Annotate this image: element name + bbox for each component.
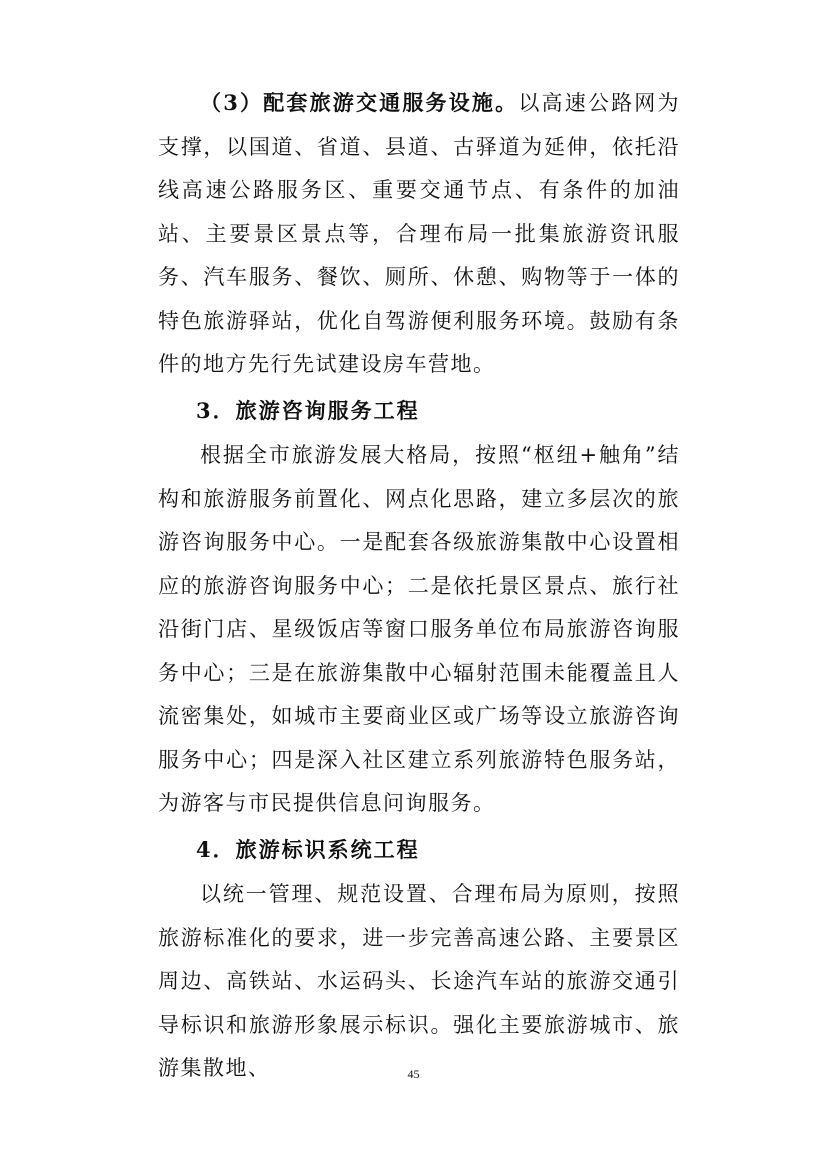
section-heading-4: 4．旅游标识系统工程 [196,836,420,862]
document-body [158,81,680,1091]
paragraph-lead: （3）配套旅游交通服务设施。 [200,90,519,115]
paragraph-text: 以高速公路网为支撑，以国道、省道、县道、古驿道为延伸，依托沿线高速公路服务区、重要交通节点、有条件的加油站、主要景区景点等，合理布局一批集旅游资讯服务、汽车服务、餐饮、厕所、休憩、购物等于一体的特色旅游驿站，优化自驾游便利服务环境。鼓励有条件的地方先行先试建设房车营地。 [158,91,680,376]
section-heading-3: 3．旅游咨询服务工程 [196,397,420,423]
paragraph-transport-facilities [158,81,680,387]
page-number: 45 [407,1067,420,1081]
paragraph-signage: 以统一管理、规范设置、合理布局为原则，按照旅游标准化的要求，进一步完善高速公路、主要景区周边、高铁站、水运码头、长途汽车站的旅游交通引导标识和旅游形象展示标识。强化主要旅游城市、旅游集散地、 [158,882,680,1080]
paragraph-consultation: 根据全市旅游发展大格局，按照“枢纽+触角”结构和旅游服务前置化、网点化思路，建立多层次的旅游咨询服务中心。一是配套各级旅游集散中心设置相应的旅游咨询服务中心；二是依托景区景点、旅行社沿街门店、星级饭店等窗口服务单位布局旅游咨询服务中心；三是在旅游集散中心辐射范围未能覆盖且人流密集处，如城市主要商业区或广场等设立旅游咨询服务中心；四是深入社区建立系列旅游特色服务站，为游客与市民提供信息问询服务。 [158,443,680,815]
